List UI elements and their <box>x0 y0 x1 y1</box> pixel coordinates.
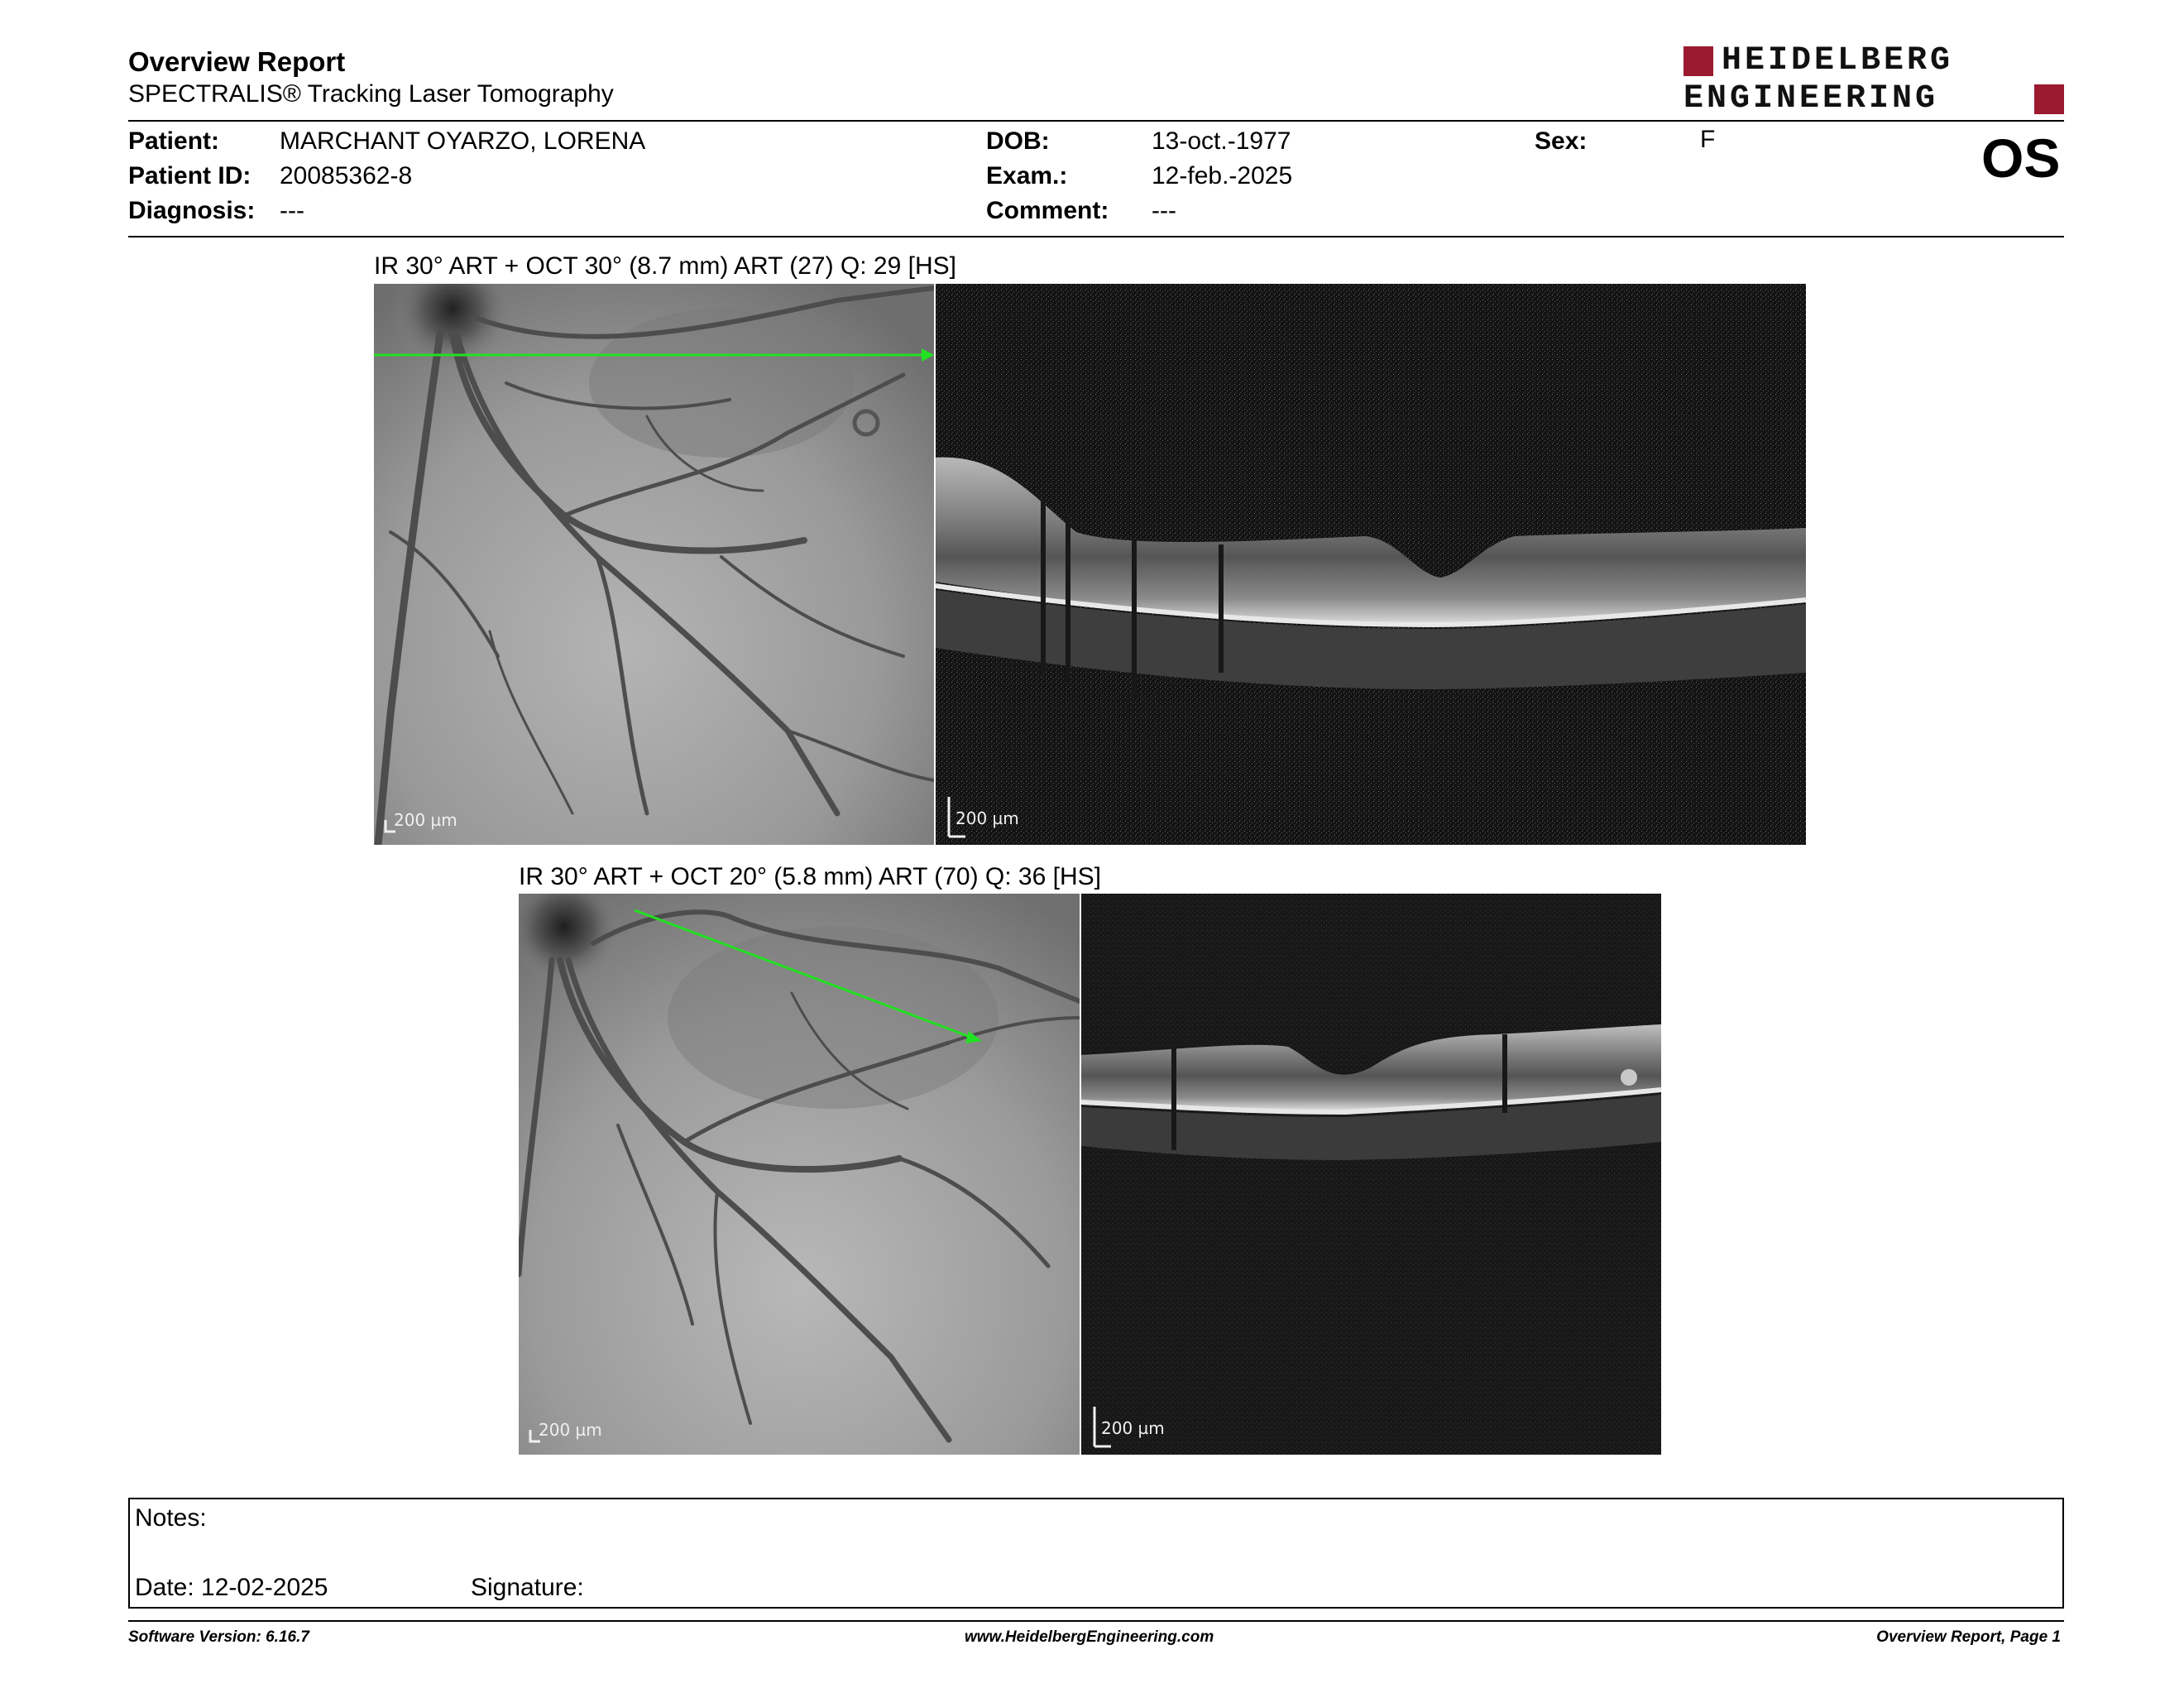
heidelberg-logo <box>1684 43 2064 117</box>
exam-value: 12-feb.-2025 <box>1152 162 1293 189</box>
patient-info-rule <box>128 236 2064 237</box>
scan1-fundus-image[interactable] <box>374 284 934 845</box>
scan2-oct-bscan[interactable] <box>1081 894 1661 1455</box>
notes-box[interactable] <box>128 1498 2064 1609</box>
report-subtitle: SPECTRALIS® Tracking Laser Tomography <box>128 80 614 108</box>
diagnosis-label: Diagnosis: <box>128 197 256 224</box>
report-title: Overview Report <box>128 46 346 77</box>
patient-id: 20085362-8 <box>280 162 413 189</box>
dob-label: DOB: <box>986 127 1050 155</box>
scan2-oct-scale-label: 200 µm <box>1101 1418 1165 1438</box>
sex-label: Sex: <box>1535 127 1588 155</box>
scan2-oct-svg <box>1081 894 1661 1455</box>
logo-square-bottom <box>2034 84 2064 114</box>
dob-value: 13-oct.-1977 <box>1152 127 1291 155</box>
eye-laterality: OS <box>1981 127 2061 189</box>
patient-id-label: Patient ID: <box>128 162 251 189</box>
website-link[interactable]: www.HeidelbergEngineering.com <box>965 1628 1214 1646</box>
page-indicator: Overview Report, Page 1 <box>1876 1628 2061 1646</box>
scan2-fundus-scale-label: 200 µm <box>539 1420 602 1440</box>
scan1-oct-svg <box>936 284 1806 845</box>
scan2-fundus-svg <box>519 894 1080 1455</box>
patient-name: MARCHANT OYARZO, LORENA <box>280 127 646 155</box>
date-label: Date: 12-02-2025 <box>135 1574 328 1601</box>
scan1-fundus-scale-label: 200 µm <box>394 810 457 830</box>
diagnosis-value: --- <box>280 197 304 224</box>
logo-line1: HEIDELBERG <box>1722 42 1954 79</box>
software-version: Software Version: 6.16.7 <box>128 1628 309 1646</box>
scan1-oct-scale-label: 200 µm <box>956 808 1019 828</box>
footer-rule <box>128 1620 2064 1622</box>
comment-value: --- <box>1152 197 1176 224</box>
scan1-oct-bscan[interactable] <box>936 284 1806 845</box>
scan1-fundus-svg <box>374 284 934 845</box>
patient-label: Patient: <box>128 127 220 155</box>
logo-line2: ENGINEERING <box>1684 80 1939 117</box>
exam-label: Exam.: <box>986 162 1068 189</box>
scan2-title: IR 30° ART + OCT 20° (5.8 mm) ART (70) Q: 36 [HS] <box>519 863 1101 890</box>
logo-square-top <box>1684 46 1713 76</box>
scan1-title: IR 30° ART + OCT 30° (8.7 mm) ART (27) Q: 29 [HS] <box>374 252 956 280</box>
comment-label: Comment: <box>986 197 1109 224</box>
signature-label: Signature: <box>471 1574 584 1601</box>
scan2-fundus-image[interactable] <box>519 894 1080 1455</box>
notes-label: Notes: <box>135 1504 207 1532</box>
header-rule <box>128 120 2064 122</box>
sex-value: F <box>1700 126 1716 153</box>
